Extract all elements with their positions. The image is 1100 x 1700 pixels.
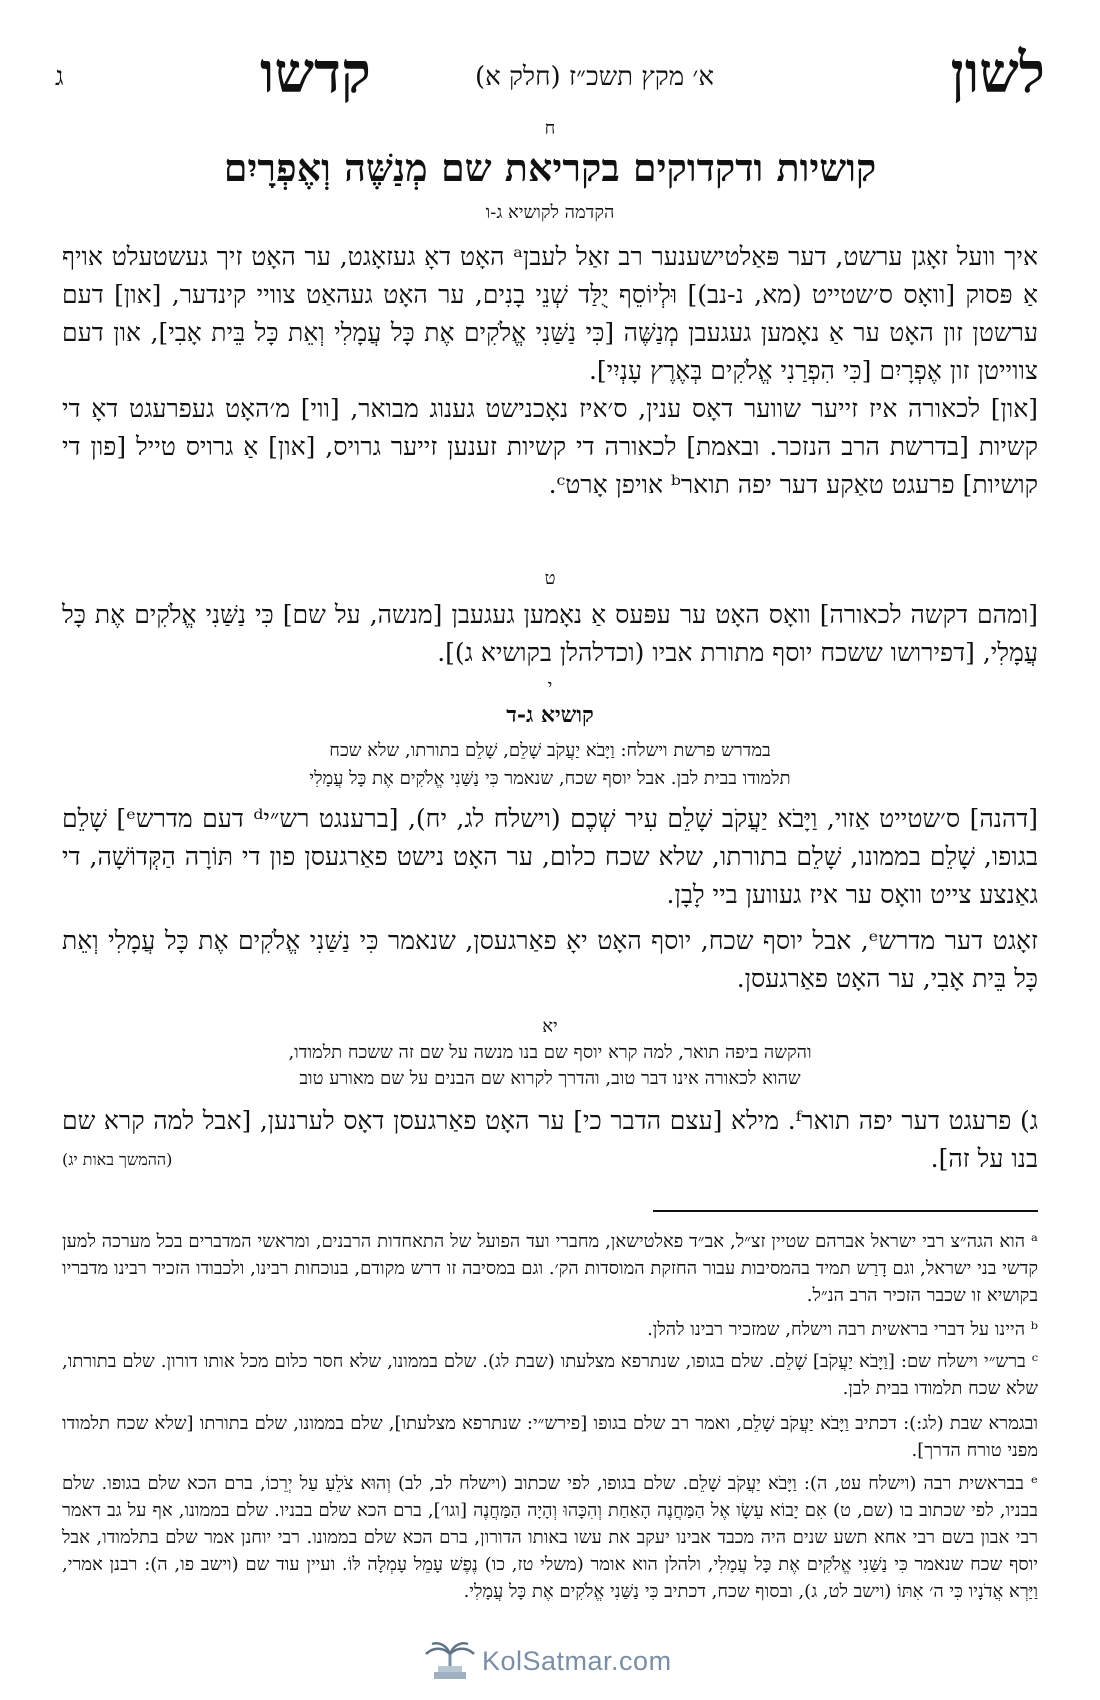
page-number: ג <box>55 62 64 92</box>
palm-book-icon <box>420 1638 480 1682</box>
kolsatmar-logo <box>420 1636 680 1686</box>
paragraph-menashe: [ומהם דקשה לכאורה] וואָס האָט ער עפּעס אַ נאָמען געגעבן [מנשה, על שם] כִּי נַשַּׁנִי אֱלֹקִים אֶת כָּל עֲמָלִי, [דפירושו ששכח יוסף מתורת אביו (וכדלהלן בקושיא ג)]. <box>62 600 1038 667</box>
paragraph-question-g: ג) פרעגט דער יפה תוארᶠ. מילא [עצם הדבר כי] ער האָט פאַרגעסן דאָס לערנען, [אבל למה קרא שם בנו על זה]. <box>62 1106 1038 1173</box>
section-marker-h: ח <box>544 118 556 139</box>
footnote-a: ᵃ הוא הגה״צ רבי ישראל אברהם שטיין זצ״ל, אב״ד פאלטישאן, מחברי ועד הפועל של התאחדות הרבנים, ומראשי המדברים בכל מערכה למען קדשי בני ישראל, וגם דָרַש תמיד בהמסיבות עבור החזקת המוסדות הק׳. וגם במסיבה זו דרש מקודם, בנוכחות רבינו, ולכבודו הזכיר רבינו מדבריו בקושיא זו שכבר הזכיר הרב הנ״ל. <box>62 1231 1038 1306</box>
midrash-quote-line1: במדרש פרשת וישלח: וַיָּבֹא יַעֲקֹב שָׁלֵם, שָׁלֵם בתורתו, שלא שכח <box>329 740 771 761</box>
paragraph-midrash: זאָגט דער מדרשᵉ, אבל יוסף שכח, יוסף האָט יאָ פאַרגעסן, שנאמר כִּי נַשַּׁנִי אֱלֹקִים אֶת כָּל עֲמָלִי וְאֵת כָּל בֵּית אָבִי, ער האָט פאַרגעסן. <box>62 926 1038 993</box>
logo-text: KolSatmar.com <box>482 1646 672 1676</box>
page-subtitle: הקדמה לקושיא ג-ו <box>485 202 615 223</box>
paragraph-intro: איך וועל זאָגן ערשט, דער פּאַלטישענער רב זאַל לעבןᵃ האָט דאָ געזאָגט, ער האָט זיך געשטעלט אויף אַ פּסוק [וואָס ס׳שטייט (מא, נ-נב)] וּלְיוֹסֵף יֻלַּד שְׁנֵי בָנִים, ער האָט געהאַט צוויי קינדער, [און] דעם ערשטן זון האָט ער אַ נאָמען געגעבן מְנַשֶּׁה [כִּי נַשַּׁנִי אֱלֹקִים אֶת כָּל עֲמָלִי וְאֵת כָּל בֵּית אָבִי], און דעם צווייטן זון אֶפְרָיִם [כִּי הִפְרַנִי אֱלֹקִים בְּאֶרֶץ עָנְיִי]. <box>62 242 1039 385</box>
footnote-e: ᵉ בבראשית רבה (וישלח עט, ה): וַיָּבֹא יַעֲקֹב שָׁלֵם. שלם בגופו, לפי שכתוב (וישלח לב, לב) וְהוּא צֹלֵעַ עַל יְרֵכוֹ, ברם הכא שלם בגופו. שלם בבניו, לפי שכתוב בו (שם, ט) אִם יָבוֹא עֵשָׂו אֶל הַמַּחֲנֶה הָאַחַת וְהִכָּהוּ וְהָיָה הַמַּחֲנֶה [וגו׳], ברם הכא שלם בבניו. שלם בממונו, אף על גב דאמר רבי אבון בשם רבי אחא תשע שנים היה מכבד אבינו יעקב את עשו באותו הדורון, ברם הכא שלם בממונו. רבי יוחנן אמר שלם בתלמודו, אבל יוסף שכח שנאמר כִּי נַשַּׁנִי אֱלֹקִים אֶת כָּל עֲמָלִי, ולהלן הוא אומר (משלי טז, כו) נֶפֶשׁ עָמֵל עָמְלָה לּוֹ. ועיין עוד שם (וישב פו, ה): רבנן אמרי, וַיַּרְא אֲדֹנָיו כִּי ה׳ אִתּוֹ (וישב לט, ג), ובסוף שכח, דכתיב כִּי נַשַּׁנִי אֱלֹקִים אֶת כָּל עֲמָלִי. <box>62 1473 1038 1602</box>
header-word-left: קדשו <box>260 40 371 106</box>
footnote-c: ᶜ ברש״י וישלח שם: [וַיָּבֹא יַעֲקֹב] שָׁלֵם. שלם בגופו, שנתרפא מצלעתו (שבת לג). שלם בממונו, שלא חסר כלום מכל אותו דורון. שלם בתורתו, שלא שכח תלמודו בבית לבן. <box>62 1351 1038 1399</box>
header-parsha: א׳ מקץ תשכ״ז (חלק א) <box>475 62 714 92</box>
running-header <box>55 40 1045 110</box>
section-marker-t: ט <box>544 568 556 589</box>
section-marker-ya: יא <box>542 1016 558 1037</box>
header-word-right: לשון <box>950 40 1045 106</box>
page-title: קושיות ודקדוקים בקריאת שם מְנַשֶּׁה וְאֶפְרָיִם <box>223 145 877 190</box>
section-marker-y: י <box>547 676 553 697</box>
footnote-divider <box>653 1210 1038 1212</box>
footnote-gemara: ובגמרא שבת (לג:): דכתיב וַיָּבֹא יַעֲקֹב שָׁלֵם, ואמר רב שלם בגופו [פירש״י: שנתרפא מצלעתו], שלם בממונו, שלם בתורתו [שלא שכח תלמודו מפני טורח הדרך]. <box>62 1413 1038 1461</box>
yefe-toar-line2: שהוא לכאורה אינו דבר טוב, והדרך לקרוא שם הבנים על שם מאורע טוב <box>299 1068 801 1089</box>
footnote-b: ᵇ היינו על דברי בראשית רבה וישלח, שמזכיר רבינו להלן. <box>647 1319 1038 1340</box>
kushya-label: קושיא ג-ד <box>506 702 594 728</box>
continuation-note: (ההמשך באות יג) <box>62 1150 173 1169</box>
paragraph-rashi: [דהנה] ס׳שטייט אַזוי, וַיָּבֹא יַעֲקֹב שָׁלֵם עִיר שְׁכֶם (וישלח לג, יח), [ברענגט רש״יᵈ דעם מדרשᵉ] שָׁלֵם בגופו, שָׁלֵם בממונו, שָׁלֵם בתורתו, שלא שכח כלום, ער האָט נישט פאַרגעסן פון די תּוֹרָה הַקְּדוֹשָׁה, די גאַנצע צייט וואָס ער איז געווען ביי לָבָן. <box>62 804 1039 909</box>
midrash-quote-line2: תלמודו בבית לבן. אבל יוסף שכח, שנאמר כִּי נַשַּׁנִי אֱלֹקִים אֶת כָּל עֲמָלִי <box>309 768 791 789</box>
yefe-toar-line1: והקשה ביפה תואר, למה קרא יוסף שם בנו מנשה על שם זה ששכח תלמודו, <box>288 1042 812 1063</box>
paragraph-kashya: [און] לכאורה איז זייער שווער דאָס ענין, ס׳איז נאָכנישט גענוג מבואר, [ווי] מ׳האָט געפרעגט דאָ די קשיות [בדרשת הרב הנזכר. ובאמת] לכאורה די קשיות זענען זייער גרויס, [און] אַ גרויס טייל [פון די קושיות] פרעגט טאַקע דער יפה תוארᵇ אויפן אָרטᶜ. <box>62 394 1038 499</box>
